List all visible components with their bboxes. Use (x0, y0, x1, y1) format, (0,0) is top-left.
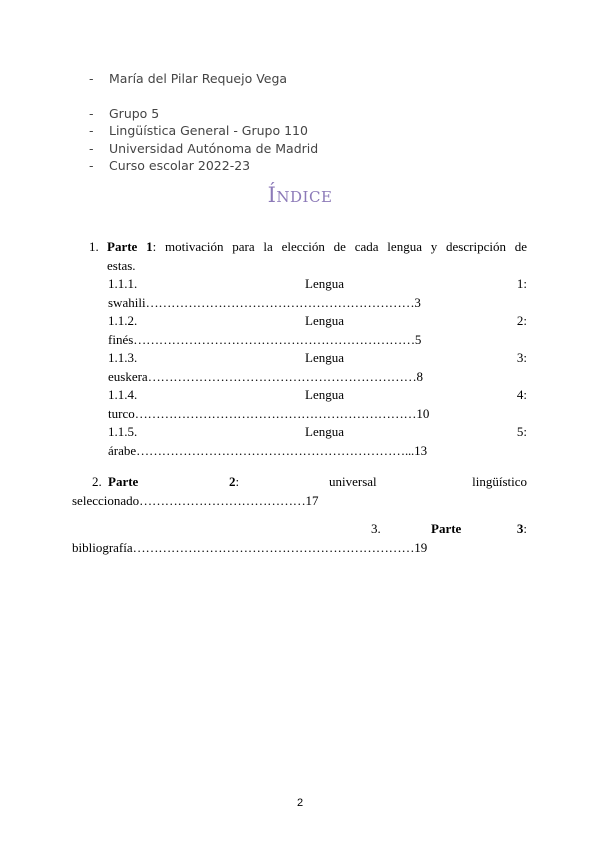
toc-item-number: 1.1.5. (108, 424, 138, 439)
document-meta (89, 70, 318, 175)
toc-part3-part-number: 3 (516, 521, 524, 536)
toc-item-1-1-3[interactable] (89, 349, 527, 368)
toc-part2-word-linguistico: lingüístico (472, 474, 527, 489)
bullet-dash: - (89, 140, 94, 156)
toc-part2-part-number: 2 (229, 474, 236, 489)
toc-part2-page: 17 (305, 492, 319, 508)
meta-university-row (89, 140, 318, 158)
meta-author-row (89, 70, 318, 88)
toc-item-page: 8 (416, 368, 424, 384)
meta-year-row (89, 157, 318, 175)
toc-part3-title-cont: bibliografía (72, 539, 133, 555)
toc-item-word: Lengua (305, 313, 344, 328)
toc-item-1-1-5[interactable] (89, 423, 527, 442)
toc-item-dots: ………………………………………………………... (136, 442, 415, 458)
toc-item-word: Lengua (305, 424, 344, 439)
bullet-dash: - (89, 105, 94, 121)
toc-item-language: finés (108, 331, 134, 347)
toc-item-page: 10 (416, 405, 430, 421)
toc-part2[interactable] (72, 473, 527, 510)
toc-part2-title-cont: seleccionado (72, 492, 140, 508)
toc-item-1-1-4-leader[interactable] (89, 405, 527, 424)
toc-item-dots: ………………………………………………………… (133, 331, 415, 347)
toc-item-1-1-1-leader[interactable] (89, 294, 527, 313)
toc-item-number: 1.1.4. (108, 387, 138, 402)
toc-item-1-1-1[interactable] (89, 275, 527, 294)
toc-part3-dots: ………………………………………………………… (132, 539, 415, 555)
toc-part3[interactable] (72, 520, 527, 557)
toc-item-index: 3: (516, 350, 527, 365)
toc-item-1-1-2-leader[interactable] (89, 331, 527, 350)
toc-item-index: 4: (516, 387, 527, 402)
toc-item-language: euskera (108, 368, 148, 384)
author-name: María del Pilar Requejo Vega (109, 71, 288, 86)
page-number: 2 (296, 797, 304, 809)
toc-item-page: 5 (414, 331, 422, 347)
toc-item-language: turco (108, 405, 135, 421)
toc-item-language: árabe (108, 442, 137, 458)
toc-item-1-1-5-leader[interactable] (89, 442, 527, 461)
toc-item-1-1-4[interactable] (89, 386, 527, 405)
toc-item-number: 1.1.1. (108, 276, 138, 291)
toc-part2-dots: ………………………………… (139, 492, 306, 508)
toc-part1 (89, 238, 527, 460)
index-title: Índice (267, 183, 333, 207)
toc-item-language: swahili (108, 294, 146, 310)
toc-item-word: Lengua (305, 350, 344, 365)
toc-part1-description-cont: estas. (107, 257, 136, 273)
toc-part1-number: 1. (89, 239, 99, 254)
toc-part1-label: Parte 1 (107, 239, 153, 254)
toc-part2-colon: : (235, 474, 240, 489)
toc-part2-word-universal: universal (329, 474, 377, 489)
course-name: Lingüística General - Grupo 110 (109, 123, 308, 138)
meta-course-row (89, 122, 318, 140)
toc-item-index: 1: (516, 276, 527, 291)
group-name: Grupo 5 (109, 105, 160, 121)
toc-item-page: 3 (414, 294, 421, 310)
toc-item-1-1-3-leader[interactable] (89, 368, 527, 387)
toc-item-1-1-2[interactable] (89, 312, 527, 331)
toc-part2-label: Parte (108, 474, 139, 489)
toc-item-index: 2: (516, 313, 527, 328)
toc-part3-page: 19 (414, 539, 428, 555)
toc-item-word: Lengua (305, 387, 344, 402)
toc-part3-colon: : (523, 521, 527, 536)
bullet-dash: - (89, 158, 94, 173)
school-year: Curso escolar 2022-23 (109, 158, 251, 173)
toc-part1-description: : motivación para la elección de cada lengua y descripción de (152, 239, 527, 254)
toc-part3-number: 3. (371, 521, 381, 536)
toc-item-dots: ………………………………………………………… (134, 405, 417, 421)
toc-item-number: 1.1.3. (108, 350, 138, 365)
toc-item-dots: ……………………………………………………… (147, 368, 417, 384)
toc-part3-label: Parte (431, 521, 462, 536)
toc-item-number: 1.1.2. (108, 313, 138, 328)
university-name: Universidad Autónoma de Madrid (109, 140, 319, 156)
toc-item-dots: ……………………………………………………… (145, 294, 415, 310)
bullet-dash: - (89, 71, 94, 86)
toc-item-index: 5: (516, 424, 527, 439)
toc-part2-number: 2. (92, 474, 102, 489)
toc-part1-heading (89, 238, 527, 257)
toc-item-page: 13 (414, 442, 428, 458)
bullet-dash: - (89, 123, 94, 138)
meta-group-row (89, 105, 318, 123)
toc-item-word: Lengua (305, 276, 344, 291)
